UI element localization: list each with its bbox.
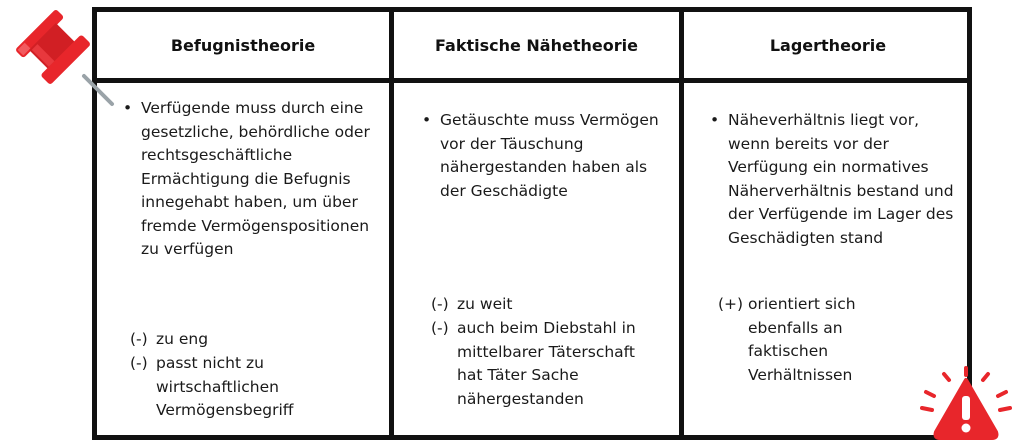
cell-faktische-naehetheorie <box>394 83 679 435</box>
bullet-item <box>710 109 964 250</box>
bullet-text: Näheverhältnis liegt vor, wenn bereits vor der Verfügung ein normatives Näherverhältnis bestand und der Verfügende im Lager des Geschädigten stand <box>728 111 954 247</box>
bullet-dot: • <box>123 99 133 117</box>
header-lagertheorie: Lagertheorie <box>769 35 887 55</box>
warning-icon <box>916 366 1016 446</box>
header-faktische-naehetheorie: Faktische Nähetheorie <box>435 35 638 55</box>
point-sign: (-) <box>431 295 449 313</box>
push-pin-icon <box>8 2 118 112</box>
bullet-item <box>422 109 662 203</box>
point-sign: (-) <box>130 330 148 348</box>
bullet-item <box>123 97 373 262</box>
bullet-dot: • <box>710 111 720 129</box>
point-sign: (+) <box>718 295 744 313</box>
point-text: zu weit <box>457 295 513 313</box>
point-text: zu eng <box>156 330 209 348</box>
header-befugnistheorie: Befugnistheorie <box>170 35 316 55</box>
point-text: orientiert sich ebenfalls an faktischen Verhältnissen <box>748 295 856 384</box>
point-text: passt nicht zu wirtschaftlichen Vermögensbegriff <box>156 354 294 419</box>
cell-befugnistheorie <box>97 83 389 435</box>
point-text: auch beim Diebstahl in mittelbarer Täterschaft hat Täter Sache nähergestanden <box>457 319 636 408</box>
point-sign: (-) <box>431 319 449 337</box>
bullet-text: Getäuschte muss Vermögen vor der Täuschung nähergestanden haben als der Geschädigte <box>440 111 659 200</box>
bullet-dot: • <box>422 111 432 129</box>
point-sign: (-) <box>130 354 148 372</box>
comparison-table <box>92 7 972 440</box>
bullet-text: Verfügende muss durch eine gesetzliche, behördliche oder rechtsgeschäftliche Ermächtigung die Befugnis innegehabt haben, um über fremde Vermögenspositionen zu verfügen <box>141 99 370 258</box>
